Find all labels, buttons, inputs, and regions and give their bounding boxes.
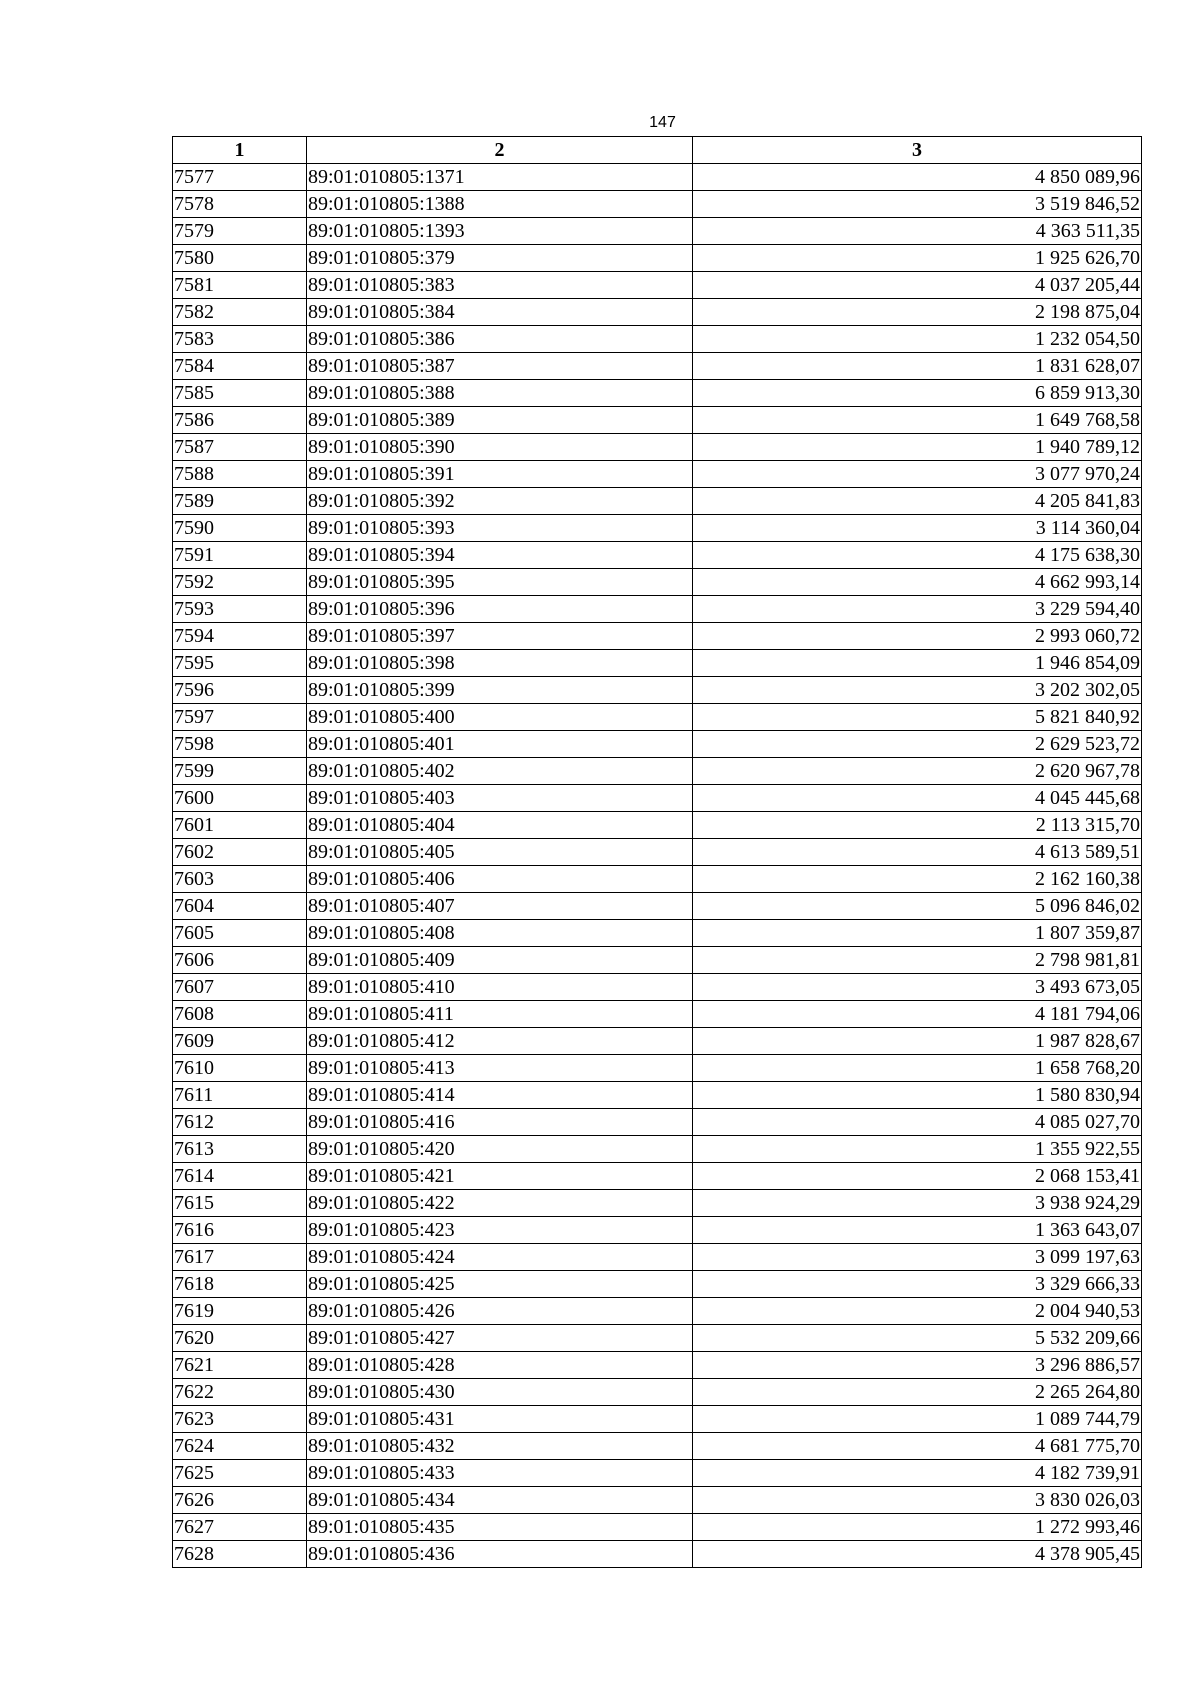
row-number-cell: 7577: [173, 164, 307, 191]
table-row: [173, 380, 1142, 407]
cadastral-number-cell: 89:01:010805:432: [307, 1433, 693, 1460]
row-number-cell: 7606: [173, 947, 307, 974]
row-number-cell: 7588: [173, 461, 307, 488]
page-number: 147: [649, 114, 676, 131]
table-row: [173, 1460, 1142, 1487]
row-number-cell: 7580: [173, 245, 307, 272]
table-row: [173, 1217, 1142, 1244]
table-row: [173, 758, 1142, 785]
table-row: [173, 1001, 1142, 1028]
value-cell: 4 681 775,70: [693, 1433, 1142, 1460]
table-row: [173, 1082, 1142, 1109]
row-number-cell: 7585: [173, 380, 307, 407]
cadastral-number-cell: 89:01:010805:434: [307, 1487, 693, 1514]
row-number-cell: 7620: [173, 1325, 307, 1352]
row-number-cell: 7591: [173, 542, 307, 569]
row-number-cell: 7624: [173, 1433, 307, 1460]
table-row: [173, 326, 1142, 353]
value-cell: 2 993 060,72: [693, 623, 1142, 650]
value-cell: 3 329 666,33: [693, 1271, 1142, 1298]
cadastral-number-cell: 89:01:010805:414: [307, 1082, 693, 1109]
row-number-cell: 7608: [173, 1001, 307, 1028]
cadastral-number-cell: 89:01:010805:1388: [307, 191, 693, 218]
value-cell: 3 938 924,29: [693, 1190, 1142, 1217]
value-cell: 1 580 830,94: [693, 1082, 1142, 1109]
value-cell: 2 004 940,53: [693, 1298, 1142, 1325]
table-row: [173, 461, 1142, 488]
row-number-cell: 7578: [173, 191, 307, 218]
table-row: [173, 812, 1142, 839]
row-number-cell: 7626: [173, 1487, 307, 1514]
cadastral-number-cell: 89:01:010805:436: [307, 1541, 693, 1568]
row-number-cell: 7625: [173, 1460, 307, 1487]
row-number-cell: 7614: [173, 1163, 307, 1190]
value-cell: 1 658 768,20: [693, 1055, 1142, 1082]
cadastral-number-cell: 89:01:010805:409: [307, 947, 693, 974]
cadastral-number-cell: 89:01:010805:422: [307, 1190, 693, 1217]
cadastral-number-cell: 89:01:010805:397: [307, 623, 693, 650]
cadastral-number-cell: 89:01:010805:420: [307, 1136, 693, 1163]
value-cell: 4 175 638,30: [693, 542, 1142, 569]
table-body: [173, 164, 1142, 1568]
value-cell: 4 613 589,51: [693, 839, 1142, 866]
value-cell: 2 265 264,80: [693, 1379, 1142, 1406]
row-number-cell: 7627: [173, 1514, 307, 1541]
cadastral-number-cell: 89:01:010805:427: [307, 1325, 693, 1352]
row-number-cell: 7615: [173, 1190, 307, 1217]
table-row: [173, 1055, 1142, 1082]
table-row: [173, 434, 1142, 461]
cadastral-number-cell: 89:01:010805:383: [307, 272, 693, 299]
value-cell: 1 363 643,07: [693, 1217, 1142, 1244]
row-number-cell: 7581: [173, 272, 307, 299]
cadastral-number-cell: 89:01:010805:406: [307, 866, 693, 893]
value-cell: 4 378 905,45: [693, 1541, 1142, 1568]
cadastral-number-cell: 89:01:010805:407: [307, 893, 693, 920]
table-row: [173, 677, 1142, 704]
value-cell: 1 807 359,87: [693, 920, 1142, 947]
cadastral-number-cell: 89:01:010805:435: [307, 1514, 693, 1541]
row-number-cell: 7603: [173, 866, 307, 893]
value-cell: 6 859 913,30: [693, 380, 1142, 407]
table-row: [173, 785, 1142, 812]
value-cell: 3 229 594,40: [693, 596, 1142, 623]
row-number-cell: 7604: [173, 893, 307, 920]
row-number-cell: 7601: [173, 812, 307, 839]
value-cell: 4 037 205,44: [693, 272, 1142, 299]
row-number-cell: 7610: [173, 1055, 307, 1082]
cadastral-number-cell: 89:01:010805:410: [307, 974, 693, 1001]
value-cell: 4 363 511,35: [693, 218, 1142, 245]
cadastral-number-cell: 89:01:010805:402: [307, 758, 693, 785]
value-cell: 3 296 886,57: [693, 1352, 1142, 1379]
header-col-2: 2: [307, 137, 693, 164]
cadastral-number-cell: 89:01:010805:433: [307, 1460, 693, 1487]
cadastral-number-cell: 89:01:010805:413: [307, 1055, 693, 1082]
value-cell: 3 114 360,04: [693, 515, 1142, 542]
row-number-cell: 7590: [173, 515, 307, 542]
value-cell: 4 850 089,96: [693, 164, 1142, 191]
cadastral-number-cell: 89:01:010805:423: [307, 1217, 693, 1244]
value-cell: 1 355 922,55: [693, 1136, 1142, 1163]
table-header: [173, 137, 1142, 164]
cadastral-value-table: [172, 136, 1142, 1568]
value-cell: 2 113 315,70: [693, 812, 1142, 839]
row-number-cell: 7592: [173, 569, 307, 596]
row-number-cell: 7595: [173, 650, 307, 677]
row-number-cell: 7628: [173, 1541, 307, 1568]
cadastral-number-cell: 89:01:010805:411: [307, 1001, 693, 1028]
row-number-cell: 7609: [173, 1028, 307, 1055]
value-cell: 2 068 153,41: [693, 1163, 1142, 1190]
cadastral-number-cell: 89:01:010805:390: [307, 434, 693, 461]
row-number-cell: 7586: [173, 407, 307, 434]
cadastral-number-cell: 89:01:010805:400: [307, 704, 693, 731]
cadastral-number-cell: 89:01:010805:392: [307, 488, 693, 515]
value-cell: 4 662 993,14: [693, 569, 1142, 596]
cadastral-number-cell: 89:01:010805:393: [307, 515, 693, 542]
table-row: [173, 1541, 1142, 1568]
value-cell: 1 232 054,50: [693, 326, 1142, 353]
cadastral-number-cell: 89:01:010805:425: [307, 1271, 693, 1298]
table-row: [173, 1028, 1142, 1055]
cadastral-number-cell: 89:01:010805:412: [307, 1028, 693, 1055]
value-cell: 2 198 875,04: [693, 299, 1142, 326]
table-row: [173, 1514, 1142, 1541]
row-number-cell: 7613: [173, 1136, 307, 1163]
table-row: [173, 947, 1142, 974]
table-row: [173, 731, 1142, 758]
value-cell: 2 629 523,72: [693, 731, 1142, 758]
table-row: [173, 1190, 1142, 1217]
value-cell: 3 493 673,05: [693, 974, 1142, 1001]
table-row: [173, 920, 1142, 947]
row-number-cell: 7582: [173, 299, 307, 326]
value-cell: 1 272 993,46: [693, 1514, 1142, 1541]
row-number-cell: 7593: [173, 596, 307, 623]
row-number-cell: 7587: [173, 434, 307, 461]
value-cell: 1 831 628,07: [693, 353, 1142, 380]
row-number-cell: 7600: [173, 785, 307, 812]
table-row: [173, 299, 1142, 326]
header-row: [173, 137, 1142, 164]
cadastral-number-cell: 89:01:010805:396: [307, 596, 693, 623]
value-cell: 4 182 739,91: [693, 1460, 1142, 1487]
cadastral-number-cell: 89:01:010805:430: [307, 1379, 693, 1406]
table-row: [173, 866, 1142, 893]
cadastral-number-cell: 89:01:010805:395: [307, 569, 693, 596]
value-cell: 1 940 789,12: [693, 434, 1142, 461]
value-cell: 2 798 981,81: [693, 947, 1142, 974]
value-cell: 3 202 302,05: [693, 677, 1142, 704]
row-number-cell: 7584: [173, 353, 307, 380]
value-cell: 4 205 841,83: [693, 488, 1142, 515]
row-number-cell: 7596: [173, 677, 307, 704]
cadastral-number-cell: 89:01:010805:401: [307, 731, 693, 758]
row-number-cell: 7612: [173, 1109, 307, 1136]
cadastral-number-cell: 89:01:010805:387: [307, 353, 693, 380]
value-cell: 4 085 027,70: [693, 1109, 1142, 1136]
table-row: [173, 1163, 1142, 1190]
table-row: [173, 1136, 1142, 1163]
value-cell: 1 925 626,70: [693, 245, 1142, 272]
cadastral-number-cell: 89:01:010805:421: [307, 1163, 693, 1190]
table-row: [173, 1487, 1142, 1514]
table-row: [173, 542, 1142, 569]
value-cell: 3 099 197,63: [693, 1244, 1142, 1271]
cadastral-number-cell: 89:01:010805:1371: [307, 164, 693, 191]
table-row: [173, 623, 1142, 650]
table-row: [173, 1244, 1142, 1271]
value-cell: 3 830 026,03: [693, 1487, 1142, 1514]
table-row: [173, 1352, 1142, 1379]
row-number-cell: 7599: [173, 758, 307, 785]
table-row: [173, 1109, 1142, 1136]
cadastral-number-cell: 89:01:010805:431: [307, 1406, 693, 1433]
table-row: [173, 650, 1142, 677]
value-cell: 5 821 840,92: [693, 704, 1142, 731]
cadastral-number-cell: 89:01:010805:386: [307, 326, 693, 353]
table-row: [173, 1379, 1142, 1406]
value-cell: 1 946 854,09: [693, 650, 1142, 677]
cadastral-number-cell: 89:01:010805:1393: [307, 218, 693, 245]
table-row: [173, 353, 1142, 380]
value-cell: 3 077 970,24: [693, 461, 1142, 488]
row-number-cell: 7598: [173, 731, 307, 758]
row-number-cell: 7605: [173, 920, 307, 947]
cadastral-number-cell: 89:01:010805:399: [307, 677, 693, 704]
row-number-cell: 7622: [173, 1379, 307, 1406]
row-number-cell: 7623: [173, 1406, 307, 1433]
table-row: [173, 893, 1142, 920]
table-row: [173, 569, 1142, 596]
cadastral-number-cell: 89:01:010805:379: [307, 245, 693, 272]
table-row: [173, 191, 1142, 218]
cadastral-number-cell: 89:01:010805:391: [307, 461, 693, 488]
cadastral-number-cell: 89:01:010805:408: [307, 920, 693, 947]
value-cell: 2 162 160,38: [693, 866, 1142, 893]
cadastral-number-cell: 89:01:010805:394: [307, 542, 693, 569]
row-number-cell: 7621: [173, 1352, 307, 1379]
cadastral-number-cell: 89:01:010805:426: [307, 1298, 693, 1325]
table-row: [173, 596, 1142, 623]
cadastral-number-cell: 89:01:010805:389: [307, 407, 693, 434]
table-row: [173, 488, 1142, 515]
value-cell: 4 045 445,68: [693, 785, 1142, 812]
cadastral-number-cell: 89:01:010805:403: [307, 785, 693, 812]
row-number-cell: 7583: [173, 326, 307, 353]
value-cell: 5 532 209,66: [693, 1325, 1142, 1352]
table-row: [173, 1406, 1142, 1433]
cadastral-number-cell: 89:01:010805:428: [307, 1352, 693, 1379]
table-row: [173, 1325, 1142, 1352]
row-number-cell: 7619: [173, 1298, 307, 1325]
cadastral-number-cell: 89:01:010805:404: [307, 812, 693, 839]
row-number-cell: 7617: [173, 1244, 307, 1271]
value-cell: 3 519 846,52: [693, 191, 1142, 218]
row-number-cell: 7616: [173, 1217, 307, 1244]
cadastral-number-cell: 89:01:010805:398: [307, 650, 693, 677]
header-col-1: 1: [173, 137, 307, 164]
table-row: [173, 407, 1142, 434]
value-cell: 5 096 846,02: [693, 893, 1142, 920]
value-cell: 2 620 967,78: [693, 758, 1142, 785]
value-cell: 1 089 744,79: [693, 1406, 1142, 1433]
table-row: [173, 839, 1142, 866]
table-row: [173, 272, 1142, 299]
cadastral-number-cell: 89:01:010805:388: [307, 380, 693, 407]
table-row: [173, 245, 1142, 272]
row-number-cell: 7579: [173, 218, 307, 245]
table-row: [173, 515, 1142, 542]
table-row: [173, 1271, 1142, 1298]
table-row: [173, 164, 1142, 191]
value-cell: 1 987 828,67: [693, 1028, 1142, 1055]
cadastral-number-cell: 89:01:010805:424: [307, 1244, 693, 1271]
table-row: [173, 1433, 1142, 1460]
header-col-3: 3: [693, 137, 1142, 164]
row-number-cell: 7602: [173, 839, 307, 866]
cadastral-number-cell: 89:01:010805:384: [307, 299, 693, 326]
table-row: [173, 1298, 1142, 1325]
row-number-cell: 7594: [173, 623, 307, 650]
row-number-cell: 7611: [173, 1082, 307, 1109]
value-cell: 1 649 768,58: [693, 407, 1142, 434]
row-number-cell: 7607: [173, 974, 307, 1001]
value-cell: 4 181 794,06: [693, 1001, 1142, 1028]
cadastral-number-cell: 89:01:010805:405: [307, 839, 693, 866]
table-row: [173, 974, 1142, 1001]
table-row: [173, 704, 1142, 731]
row-number-cell: 7589: [173, 488, 307, 515]
row-number-cell: 7618: [173, 1271, 307, 1298]
table-row: [173, 218, 1142, 245]
cadastral-number-cell: 89:01:010805:416: [307, 1109, 693, 1136]
row-number-cell: 7597: [173, 704, 307, 731]
